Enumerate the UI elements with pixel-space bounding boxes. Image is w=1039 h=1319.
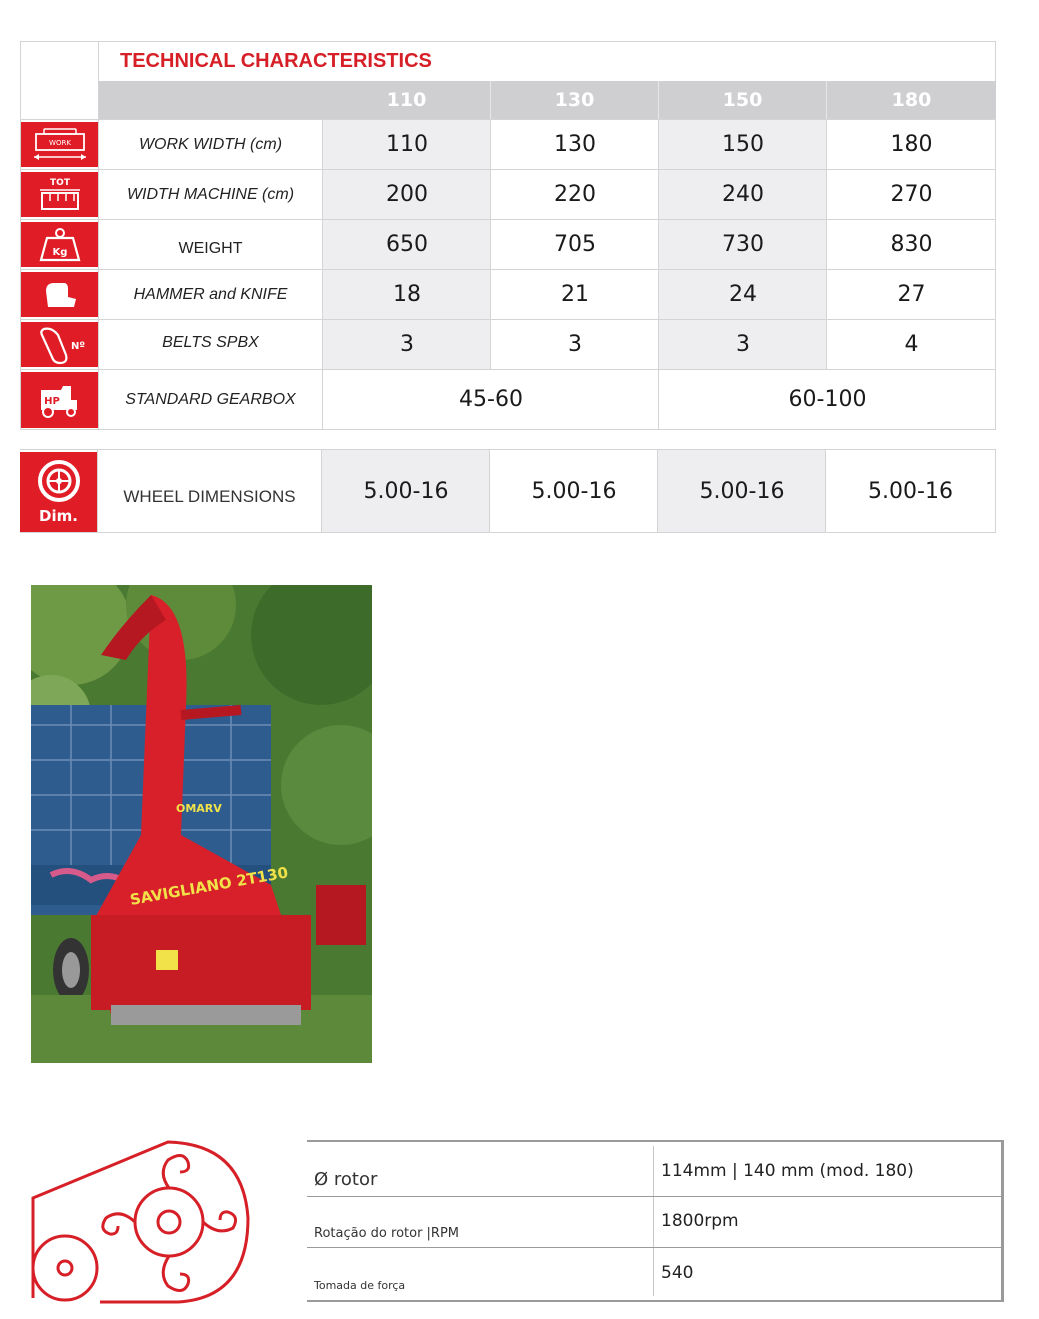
value-cell: 705 <box>554 232 596 257</box>
row-label: HAMMER and KNIFE <box>133 285 288 303</box>
row-label: Tomada de força <box>314 1279 406 1292</box>
model-header: 110 <box>323 81 491 119</box>
value-cell: 240 <box>722 182 764 207</box>
value-cell: 5.00-16 <box>868 478 953 504</box>
belt-icon <box>21 322 98 367</box>
wheel-icon-text: Dim. <box>39 507 78 525</box>
svg-text:Nº: Nº <box>70 340 85 352</box>
value-cell: 270 <box>890 182 933 207</box>
value-cell: 3 <box>400 332 414 357</box>
value-cell: 220 <box>554 182 596 207</box>
value-cell: 180 <box>890 132 933 157</box>
row-value: 540 <box>661 1263 694 1283</box>
svg-text:TOT: TOT <box>49 177 70 188</box>
value-cell: 27 <box>897 282 926 307</box>
wheel-table <box>20 449 996 533</box>
value-cell: 110 <box>386 132 428 157</box>
value-cell: 24 <box>729 282 757 307</box>
value-cell: 4 <box>904 332 919 357</box>
value-cell: 150 <box>722 132 764 157</box>
tractor-hp-icon <box>21 372 98 428</box>
row-value: 1800rpm <box>661 1211 739 1231</box>
value-cell: 5.00-16 <box>699 478 785 504</box>
value-cell: 650 <box>386 232 428 257</box>
value-cell: 21 <box>561 282 589 307</box>
spec-title: TECHNICAL CHARACTERISTICS <box>120 50 432 72</box>
value-cell: 830 <box>890 232 933 257</box>
table-row <box>307 1197 1002 1248</box>
row-value: 114mm | 140 mm (mod. 180) <box>661 1161 914 1181</box>
work-width-icon <box>21 122 98 167</box>
rotor-diagram <box>28 1138 254 1306</box>
value-cell: 60-100 <box>788 387 867 412</box>
photo-model-text: SAVIGLIANO 2T130 <box>128 863 290 909</box>
value-cell: 18 <box>393 282 421 307</box>
model-header: 180 <box>827 81 996 119</box>
product-photo <box>31 585 372 1063</box>
table-row <box>307 1146 1002 1197</box>
table-row <box>307 1248 1002 1298</box>
svg-text:WORK: WORK <box>48 138 71 147</box>
model-header: 130 <box>491 81 659 119</box>
rotor-table <box>307 1140 1004 1302</box>
value-cell: 5.00-16 <box>531 478 617 504</box>
row-label: Ø rotor <box>314 1169 378 1190</box>
row-label: WEIGHT <box>178 239 243 257</box>
weight-icon <box>21 222 98 267</box>
value-cell: 3 <box>568 332 582 357</box>
photo-brand-text: OMARV <box>176 802 222 815</box>
wheel-icon <box>20 452 97 532</box>
row-label: STANDARD GEARBOX <box>125 390 296 408</box>
hammer-icon <box>21 272 98 317</box>
value-cell: 130 <box>554 132 596 157</box>
total-width-icon <box>21 172 98 217</box>
spec-table <box>20 41 996 430</box>
row-label: BELTS SPBX <box>162 333 259 351</box>
svg-text:HP: HP <box>43 396 60 407</box>
svg-text:Kg: Kg <box>52 246 67 258</box>
row-label: Rotação do rotor |RPM <box>314 1226 460 1241</box>
row-label: WIDTH MACHINE (cm) <box>126 185 295 203</box>
value-cell: 3 <box>736 332 750 357</box>
header-spacer <box>99 81 324 119</box>
model-header: 150 <box>659 81 827 119</box>
value-cell: 730 <box>722 232 764 257</box>
value-cell: 5.00-16 <box>363 478 449 504</box>
value-cell: 200 <box>386 182 428 207</box>
value-cell: 45-60 <box>459 387 523 412</box>
row-label: WORK WIDTH (cm) <box>138 135 283 153</box>
row-label: WHEEL DIMENSIONS <box>123 487 296 506</box>
